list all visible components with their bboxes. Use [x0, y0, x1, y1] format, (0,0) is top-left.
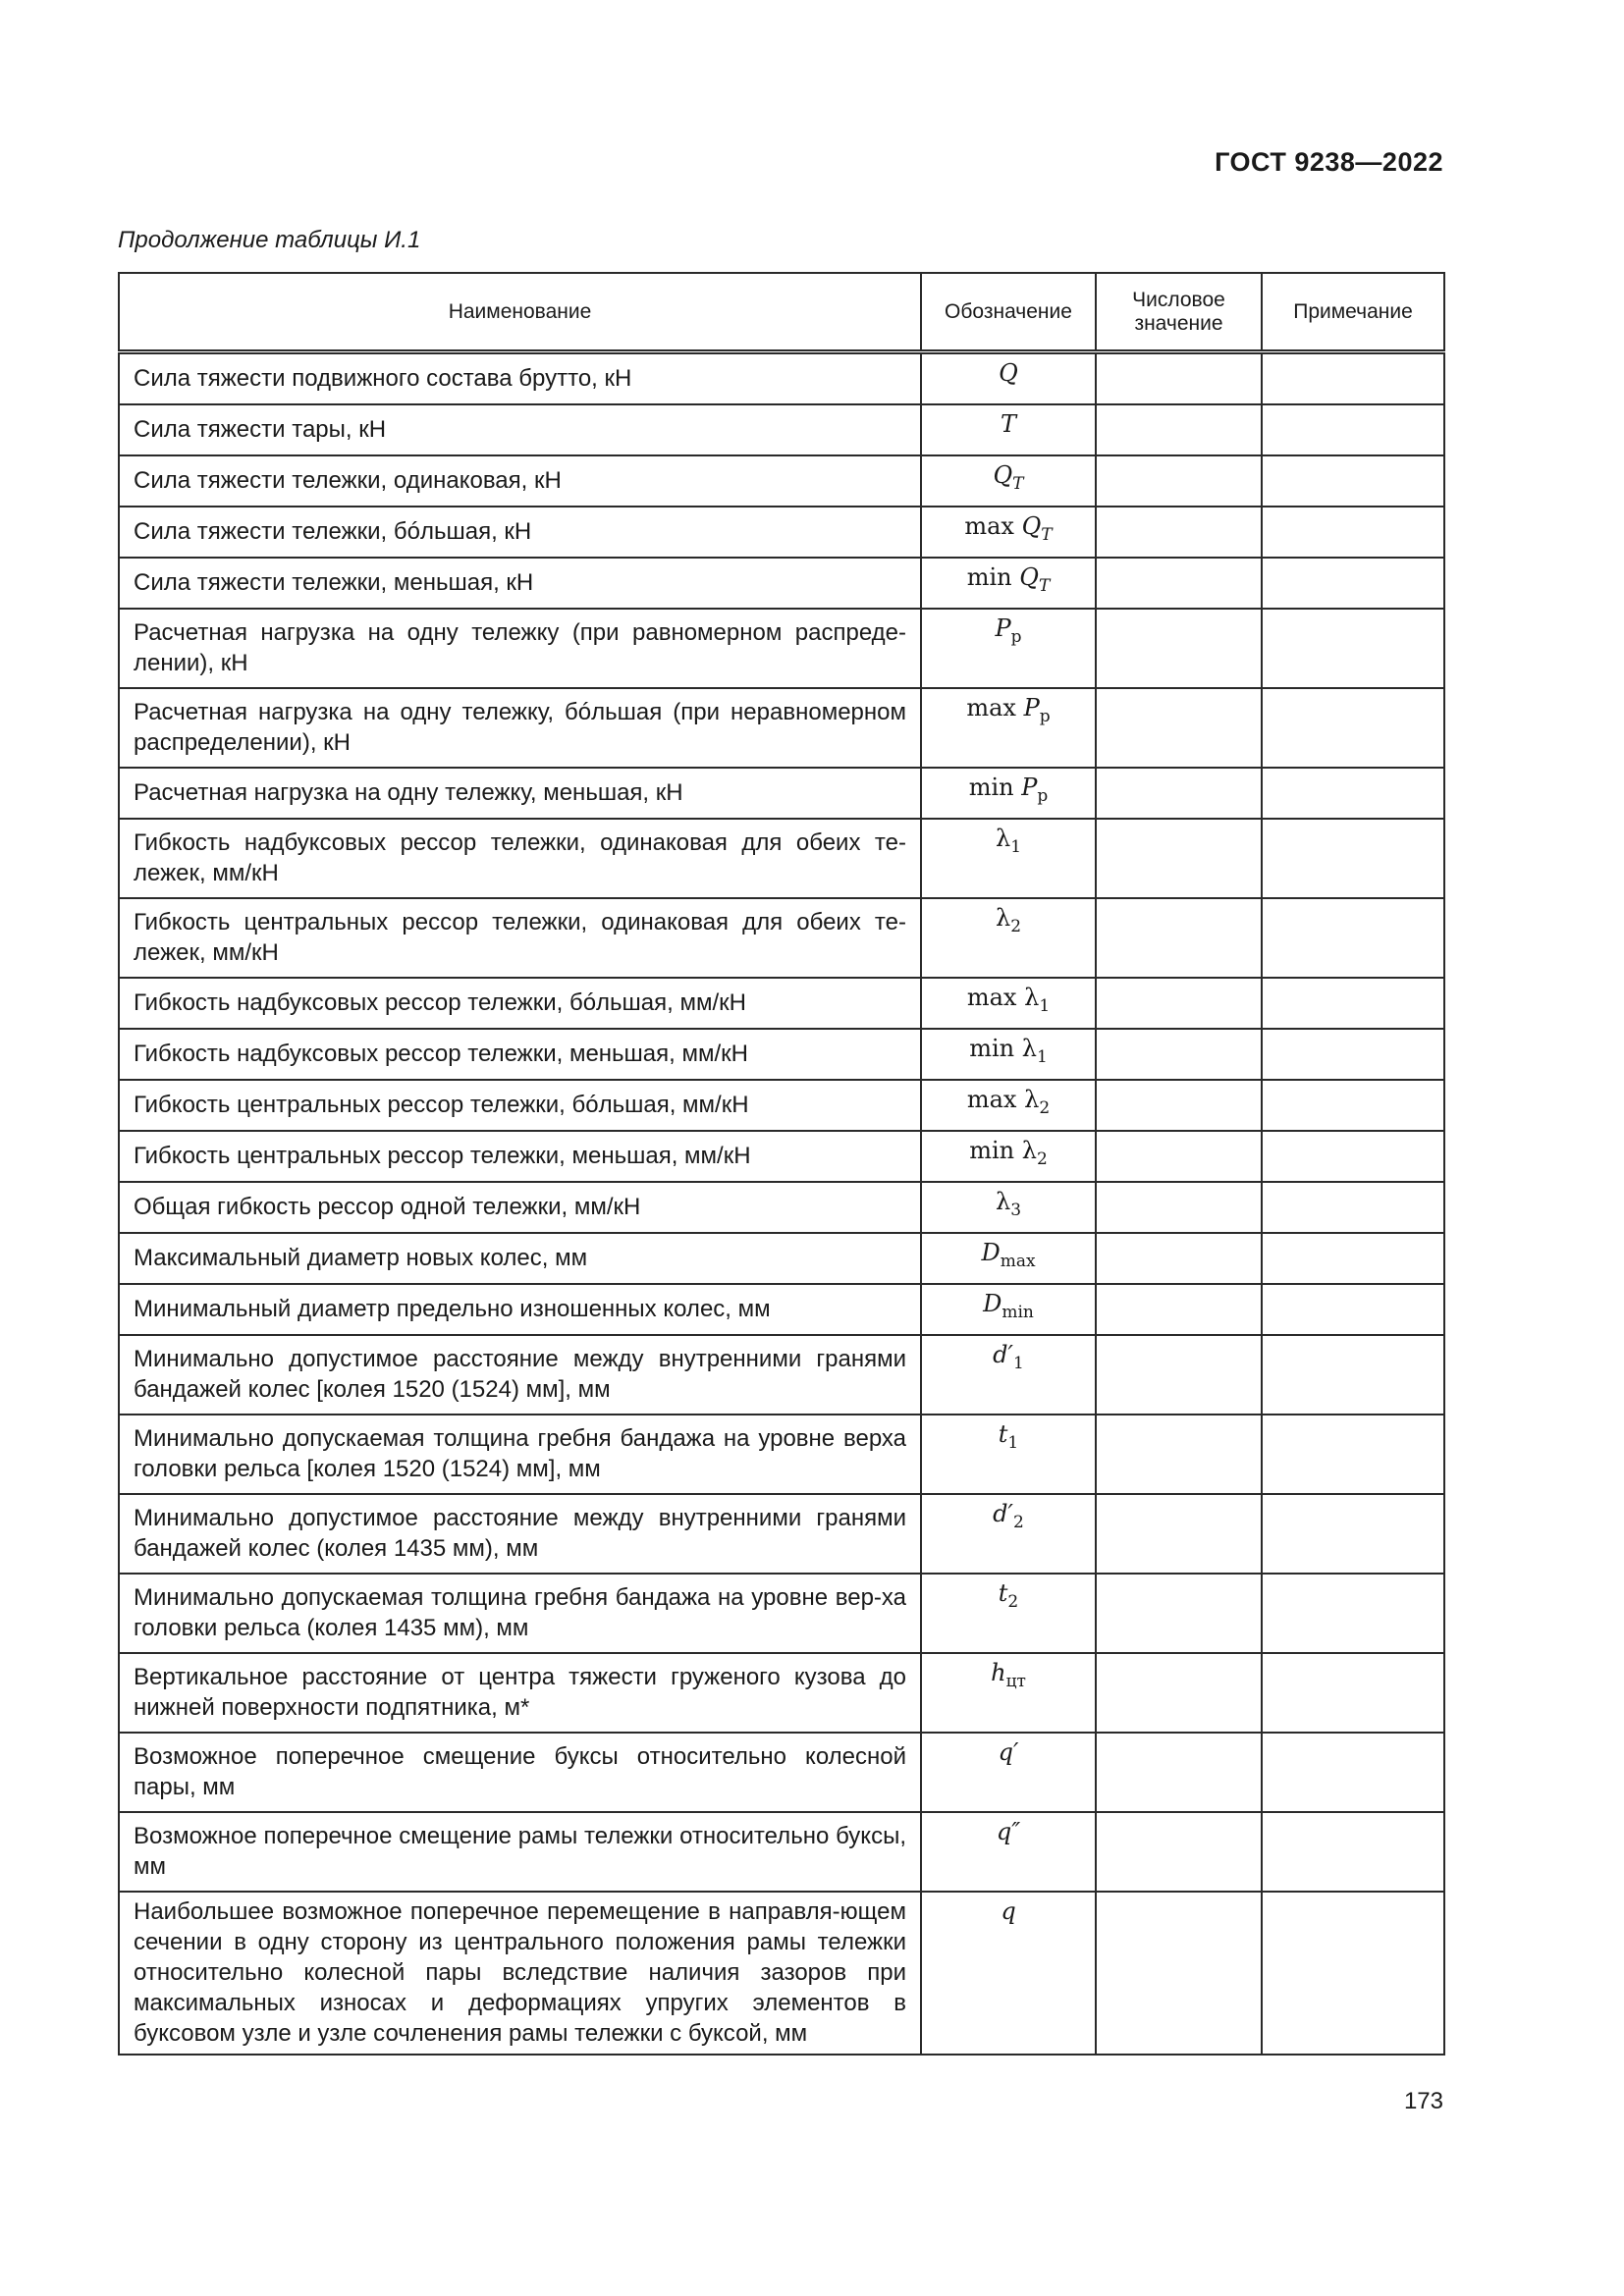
parameter-name: Гибкость надбуксовых рессор тележки, меньшая, мм/кН — [119, 1029, 921, 1080]
symbol-letter: λ — [1021, 1035, 1037, 1062]
note-cell — [1262, 978, 1444, 1029]
table-row — [119, 1131, 1444, 1182]
table-body — [119, 352, 1444, 2056]
note-cell — [1262, 688, 1444, 768]
page-number: 173 — [1403, 2088, 1443, 2114]
table-row — [119, 1284, 1444, 1335]
symbol-prefix: max — [964, 512, 1014, 540]
note-cell — [1262, 1080, 1444, 1131]
numeric-value-cell — [1096, 898, 1262, 978]
symbol-letter: t — [998, 1420, 1008, 1448]
column-header-name: Наименование — [119, 273, 921, 352]
parameter-name: Наибольшее возможное поперечное перемещение в направля-ющем сечении в одну сторону из центрального положения рамы тележки относительно колесной пары вследствие наличия зазоров при максимальных износах и деформациях упругих элементов в буксовом узле и узле сочленения рамы тележки с буксой, мм — [119, 1892, 921, 2055]
parameter-symbol — [921, 1653, 1096, 1733]
numeric-value-cell — [1096, 1494, 1262, 1574]
symbol-letter: λ — [1021, 1137, 1037, 1164]
parameter-symbol — [921, 507, 1096, 558]
numeric-value-cell — [1096, 1812, 1262, 1892]
symbol-prefix: max — [966, 694, 1016, 721]
symbol-letter: λ — [995, 904, 1011, 932]
note-cell — [1262, 819, 1444, 898]
numeric-value-cell — [1096, 1892, 1262, 2055]
symbol-subscript: 2 — [1007, 1592, 1019, 1612]
parameter-name: Минимальный диаметр предельно изношенных колес, мм — [119, 1284, 921, 1335]
note-cell — [1262, 352, 1444, 405]
parameter-name: Минимально допустимое расстояние между внутренними гранями бандажей колес (колея 1435 мм), мм — [119, 1494, 921, 1574]
table-continuation-caption: Продолжение таблицы И.1 — [118, 227, 421, 253]
note-cell — [1262, 404, 1444, 455]
numeric-value-cell — [1096, 1029, 1262, 1080]
parameter-symbol — [921, 688, 1096, 768]
symbol-letter: Q — [1021, 512, 1042, 540]
table-row — [119, 768, 1444, 819]
parameter-symbol — [921, 1131, 1096, 1182]
table-row — [119, 352, 1444, 405]
parameter-symbol — [921, 819, 1096, 898]
note-cell — [1262, 609, 1444, 688]
column-header-note: Примечание — [1262, 273, 1444, 352]
symbol-prefix: min — [968, 774, 1014, 801]
numeric-value-cell — [1096, 1574, 1262, 1653]
symbol-letter: q — [1001, 1897, 1016, 1925]
note-cell — [1262, 898, 1444, 978]
column-header-value: Числовое значение — [1096, 273, 1262, 352]
parameter-name: Максимальный диаметр новых колес, мм — [119, 1233, 921, 1284]
symbol-letter: d′ — [993, 1500, 1013, 1527]
note-cell — [1262, 455, 1444, 507]
symbol-letter: D — [983, 1290, 1002, 1317]
numeric-value-cell — [1096, 1653, 1262, 1733]
table-row — [119, 1812, 1444, 1892]
table-row — [119, 609, 1444, 688]
parameter-symbol — [921, 978, 1096, 1029]
parameter-symbol — [921, 1733, 1096, 1812]
table-row — [119, 819, 1444, 898]
symbol-letter: Q — [993, 461, 1013, 489]
numeric-value-cell — [1096, 352, 1262, 405]
parameter-symbol — [921, 1812, 1096, 1892]
symbol-subscript: 1 — [1036, 1047, 1048, 1067]
symbol-subscript: 1 — [1012, 1354, 1024, 1373]
parameter-symbol — [921, 1574, 1096, 1653]
parameter-name: Гибкость надбуксовых рессор тележки, одинаковая для обеих те-лежек, мм/кН — [119, 819, 921, 898]
parameter-symbol — [921, 1233, 1096, 1284]
parameter-symbol — [921, 768, 1096, 819]
table-row — [119, 1233, 1444, 1284]
symbol-letter: λ — [995, 825, 1011, 852]
parameter-name: Сила тяжести подвижного состава брутто, кН — [119, 352, 921, 405]
symbol-subscript: 3 — [1010, 1201, 1022, 1220]
symbol-subscript: 1 — [1039, 996, 1051, 1016]
table-header-row — [119, 273, 1444, 352]
symbol-subscript: 2 — [1010, 917, 1022, 936]
note-cell — [1262, 1494, 1444, 1574]
numeric-value-cell — [1096, 609, 1262, 688]
numeric-value-cell — [1096, 978, 1262, 1029]
parameter-symbol — [921, 1029, 1096, 1080]
symbol-letter: P — [1023, 694, 1040, 721]
symbol-letter: d′ — [993, 1341, 1013, 1368]
numeric-value-cell — [1096, 507, 1262, 558]
numeric-value-cell — [1096, 558, 1262, 609]
parameter-name: Сила тяжести тележки, одинаковая, кН — [119, 455, 921, 507]
numeric-value-cell — [1096, 1131, 1262, 1182]
parameter-symbol — [921, 455, 1096, 507]
note-cell — [1262, 558, 1444, 609]
parameter-symbol — [921, 558, 1096, 609]
parameter-name: Сила тяжести тележки, бóльшая, кН — [119, 507, 921, 558]
symbol-letter: t — [998, 1579, 1008, 1607]
note-cell — [1262, 507, 1444, 558]
parameter-symbol — [921, 898, 1096, 978]
note-cell — [1262, 1233, 1444, 1284]
symbol-subscript: 1 — [1007, 1433, 1019, 1453]
table-row — [119, 1335, 1444, 1415]
parameter-name: Гибкость центральных рессор тележки, бóльшая, мм/кН — [119, 1080, 921, 1131]
table-row — [119, 1574, 1444, 1653]
numeric-value-cell — [1096, 1284, 1262, 1335]
table-row — [119, 978, 1444, 1029]
parameter-symbol — [921, 1335, 1096, 1415]
table-row — [119, 898, 1444, 978]
table-row — [119, 1029, 1444, 1080]
parameter-name: Гибкость центральных рессор тележки, меньшая, мм/кН — [119, 1131, 921, 1182]
parameter-name: Вертикальное расстояние от центра тяжести груженого кузова до нижней поверхности подпятника, м* — [119, 1653, 921, 1733]
parameter-name: Расчетная нагрузка на одну тележку, меньшая, кН — [119, 768, 921, 819]
symbol-subscript: цт — [1005, 1672, 1026, 1691]
symbol-letter: q″ — [996, 1818, 1021, 1845]
symbol-letter: T — [1000, 410, 1016, 438]
parameter-symbol — [921, 1182, 1096, 1233]
symbol-letter: Q — [1019, 563, 1039, 591]
parameter-name: Минимально допустимое расстояние между внутренними гранями бандажей колес [колея 1520 (1524) мм], мм — [119, 1335, 921, 1415]
parameter-name: Сила тяжести тары, кН — [119, 404, 921, 455]
symbol-subscript: р — [1037, 786, 1049, 806]
column-header-symbol: Обозначение — [921, 273, 1096, 352]
note-cell — [1262, 1029, 1444, 1080]
symbol-letter: λ — [1024, 984, 1040, 1011]
symbol-prefix: max — [966, 984, 1017, 1011]
note-cell — [1262, 1653, 1444, 1733]
table-row — [119, 1494, 1444, 1574]
table-row — [119, 558, 1444, 609]
note-cell — [1262, 1182, 1444, 1233]
symbol-prefix: max — [966, 1086, 1017, 1113]
symbol-subscript: р — [1039, 707, 1051, 726]
symbol-prefix: min — [969, 1137, 1015, 1164]
symbol-subscript: T — [1041, 525, 1053, 545]
symbol-letter: λ — [1024, 1086, 1040, 1113]
symbol-subscript: р — [1010, 627, 1022, 647]
symbol-letter: P — [995, 614, 1011, 642]
symbol-letter: P — [1021, 774, 1038, 801]
parameter-symbol — [921, 1080, 1096, 1131]
parameter-symbol — [921, 1284, 1096, 1335]
parameter-symbol — [921, 1494, 1096, 1574]
symbol-subscript: 2 — [1039, 1098, 1051, 1118]
symbol-subscript: min — [1001, 1303, 1034, 1322]
symbol-prefix: min — [969, 1035, 1015, 1062]
symbol-subscript: T — [1038, 576, 1051, 596]
parameter-name: Сила тяжести тележки, меньшая, кН — [119, 558, 921, 609]
parameter-name: Минимально допускаемая толщина гребня бандажа на уровне вер-ха головки рельса (колея 1435 мм), мм — [119, 1574, 921, 1653]
table-row — [119, 1892, 1444, 2055]
symbol-letter: q′ — [998, 1738, 1019, 1766]
numeric-value-cell — [1096, 688, 1262, 768]
note-cell — [1262, 1733, 1444, 1812]
symbol-subscript: T — [1012, 474, 1024, 494]
table-row — [119, 1182, 1444, 1233]
numeric-value-cell — [1096, 404, 1262, 455]
symbol-subscript: 2 — [1036, 1149, 1048, 1169]
symbol-subscript: max — [1000, 1252, 1036, 1271]
numeric-value-cell — [1096, 1415, 1262, 1494]
parameter-name: Расчетная нагрузка на одну тележку, бóльшая (при неравномерном распределении), кН — [119, 688, 921, 768]
parameter-symbol — [921, 609, 1096, 688]
note-cell — [1262, 1415, 1444, 1494]
symbol-letter: h — [991, 1659, 1006, 1686]
numeric-value-cell — [1096, 1182, 1262, 1233]
note-cell — [1262, 768, 1444, 819]
parameter-name: Возможное поперечное смещение рамы тележки относительно буксы, мм — [119, 1812, 921, 1892]
numeric-value-cell — [1096, 455, 1262, 507]
table-row — [119, 507, 1444, 558]
note-cell — [1262, 1131, 1444, 1182]
note-cell — [1262, 1892, 1444, 2055]
standard-code: ГОСТ 9238—2022 — [1215, 147, 1443, 177]
parameter-name: Расчетная нагрузка на одну тележку (при равномерном распреде-лении), кН — [119, 609, 921, 688]
table-row — [119, 1415, 1444, 1494]
parameter-name: Минимально допускаемая толщина гребня бандажа на уровне верха головки рельса [колея 1520 (1524) мм], мм — [119, 1415, 921, 1494]
note-cell — [1262, 1812, 1444, 1892]
parameter-symbol — [921, 404, 1096, 455]
table-row — [119, 1080, 1444, 1131]
symbol-subscript: 2 — [1012, 1513, 1024, 1532]
numeric-value-cell — [1096, 768, 1262, 819]
parameters-table — [118, 272, 1443, 2056]
symbol-prefix: min — [966, 563, 1012, 591]
table-row — [119, 1733, 1444, 1812]
parameter-symbol — [921, 1415, 1096, 1494]
numeric-value-cell — [1096, 1080, 1262, 1131]
numeric-value-cell — [1096, 819, 1262, 898]
parameter-name: Гибкость надбуксовых рессор тележки, бóльшая, мм/кН — [119, 978, 921, 1029]
table-row — [119, 688, 1444, 768]
parameter-name: Гибкость центральных рессор тележки, одинаковая для обеих те-лежек, мм/кН — [119, 898, 921, 978]
table-row — [119, 455, 1444, 507]
numeric-value-cell — [1096, 1733, 1262, 1812]
table-row — [119, 404, 1444, 455]
symbol-letter: Q — [999, 359, 1018, 387]
numeric-value-cell — [1096, 1335, 1262, 1415]
parameter-symbol — [921, 1892, 1096, 2055]
parameter-name: Возможное поперечное смещение буксы относительно колесной пары, мм — [119, 1733, 921, 1812]
parameter-symbol — [921, 352, 1096, 405]
note-cell — [1262, 1335, 1444, 1415]
numeric-value-cell — [1096, 1233, 1262, 1284]
table-row — [119, 1653, 1444, 1733]
parameter-name: Общая гибкость рессор одной тележки, мм/кН — [119, 1182, 921, 1233]
symbol-letter: λ — [995, 1188, 1011, 1215]
note-cell — [1262, 1574, 1444, 1653]
symbol-subscript: 1 — [1010, 837, 1022, 857]
symbol-letter: D — [981, 1239, 1001, 1266]
note-cell — [1262, 1284, 1444, 1335]
